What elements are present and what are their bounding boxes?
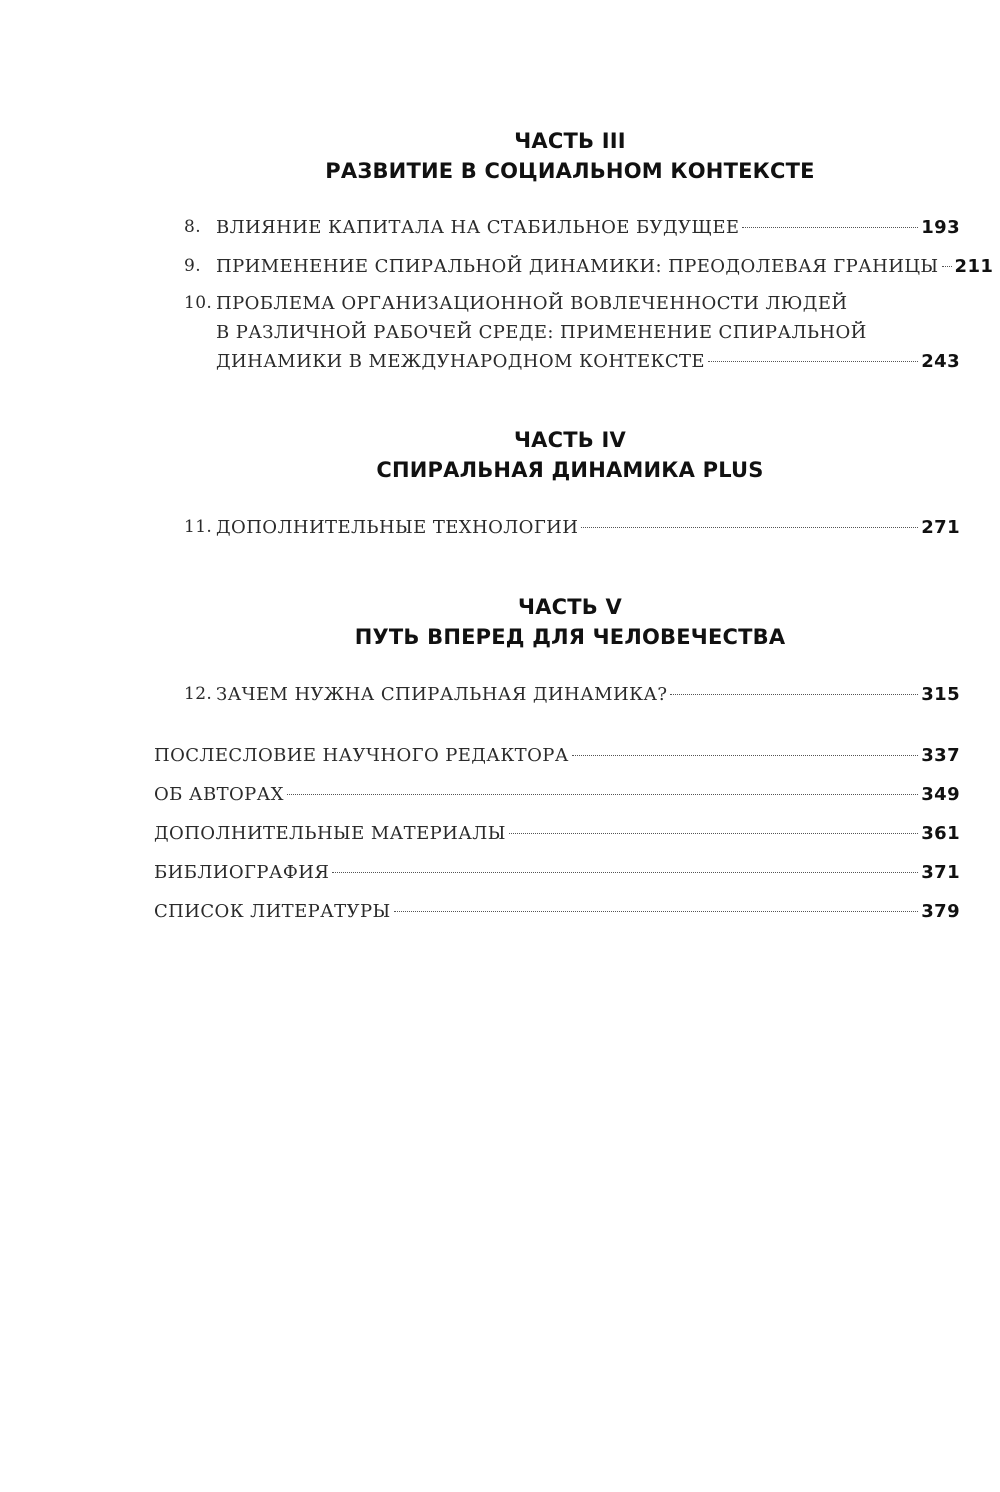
chapter-number: 8. (184, 217, 202, 237)
section-title: СПИСОК ЛИТЕРАТУРЫ (154, 901, 391, 922)
back-matter-entry[interactable] (154, 741, 960, 770)
back-matter-entry[interactable] (154, 897, 960, 926)
section-title: ПОСЛЕСЛОВИЕ НАУЧНОГО РЕДАКТОРА (154, 745, 569, 766)
chapter-title-line: В РАЗЛИЧНОЙ РАБОЧЕЙ СРЕДЕ: ПРИМЕНЕНИЕ СПИРАЛЬНОЙ (216, 322, 867, 343)
chapter-number: 12. (184, 684, 213, 704)
dot-leader (708, 361, 918, 362)
chapter-number: 11. (184, 517, 213, 537)
page-number: 315 (921, 684, 960, 705)
dot-leader (670, 694, 918, 695)
toc-entry[interactable] (184, 289, 960, 376)
chapter-title: ЗАЧЕМ НУЖНА СПИРАЛЬНАЯ ДИНАМИКА? (216, 684, 668, 705)
chapter-title-line: ПРОБЛЕМА ОРГАНИЗАЦИОННОЙ ВОВЛЕЧЕННОСТИ ЛЮДЕЙ (216, 293, 848, 314)
section-title: ДОПОЛНИТЕЛЬНЫЕ МАТЕРИАЛЫ (154, 823, 506, 844)
back-matter-entry[interactable] (154, 819, 960, 848)
chapter-number: 9. (184, 256, 202, 276)
part-heading (150, 126, 990, 186)
part-heading (150, 592, 990, 652)
back-matter-entry[interactable] (154, 780, 960, 809)
part-heading (150, 425, 990, 485)
dot-leader (581, 527, 918, 528)
dot-leader (942, 266, 952, 267)
dot-leader (742, 227, 918, 228)
page-number: 243 (921, 351, 960, 372)
page-number: 371 (921, 862, 960, 883)
chapter-title-line: ДИНАМИКИ В МЕЖДУНАРОДНОМ КОНТЕКСТЕ (216, 351, 705, 372)
back-matter-entry[interactable] (154, 858, 960, 887)
toc-entry[interactable] (184, 213, 960, 242)
dot-leader (509, 833, 918, 834)
part-title: ПУТЬ ВПЕРЕД ДЛЯ ЧЕЛОВЕЧЕСТВА (354, 625, 786, 649)
page-number: 361 (921, 823, 960, 844)
toc-entry[interactable] (184, 513, 960, 542)
dot-leader (394, 911, 919, 912)
dot-leader (332, 872, 918, 873)
chapter-number: 10. (184, 293, 213, 313)
chapter-title: ДОПОЛНИТЕЛЬНЫЕ ТЕХНОЛОГИИ (216, 517, 579, 538)
page-number: 211 (954, 256, 994, 277)
dot-leader (287, 794, 918, 795)
chapter-title: ВЛИЯНИЕ КАПИТАЛА НА СТАБИЛЬНОЕ БУДУЩЕЕ (216, 217, 740, 238)
toc-entry[interactable] (184, 680, 960, 709)
section-title: ОБ АВТОРАХ (154, 784, 284, 805)
page-number: 349 (921, 784, 960, 805)
page-number: 379 (921, 901, 960, 922)
toc-entry[interactable] (184, 252, 994, 281)
part-label: ЧАСТЬ V (518, 595, 622, 619)
part-label: ЧАСТЬ IV (514, 428, 626, 452)
dot-leader (572, 755, 918, 756)
section-title: БИБЛИОГРАФИЯ (154, 862, 330, 883)
chapter-title: ПРИМЕНЕНИЕ СПИРАЛЬНОЙ ДИНАМИКИ: ПРЕОДОЛЕВАЯ ГРАНИЦЫ (216, 256, 939, 277)
part-label: ЧАСТЬ III (514, 129, 626, 153)
page-number: 337 (921, 745, 960, 766)
part-title: РАЗВИТИЕ В СОЦИАЛЬНОМ КОНТЕКСТЕ (325, 159, 815, 183)
part-title: СПИРАЛЬНАЯ ДИНАМИКА PLUS (376, 458, 764, 482)
page-number: 271 (921, 517, 960, 538)
page-number: 193 (921, 217, 960, 238)
